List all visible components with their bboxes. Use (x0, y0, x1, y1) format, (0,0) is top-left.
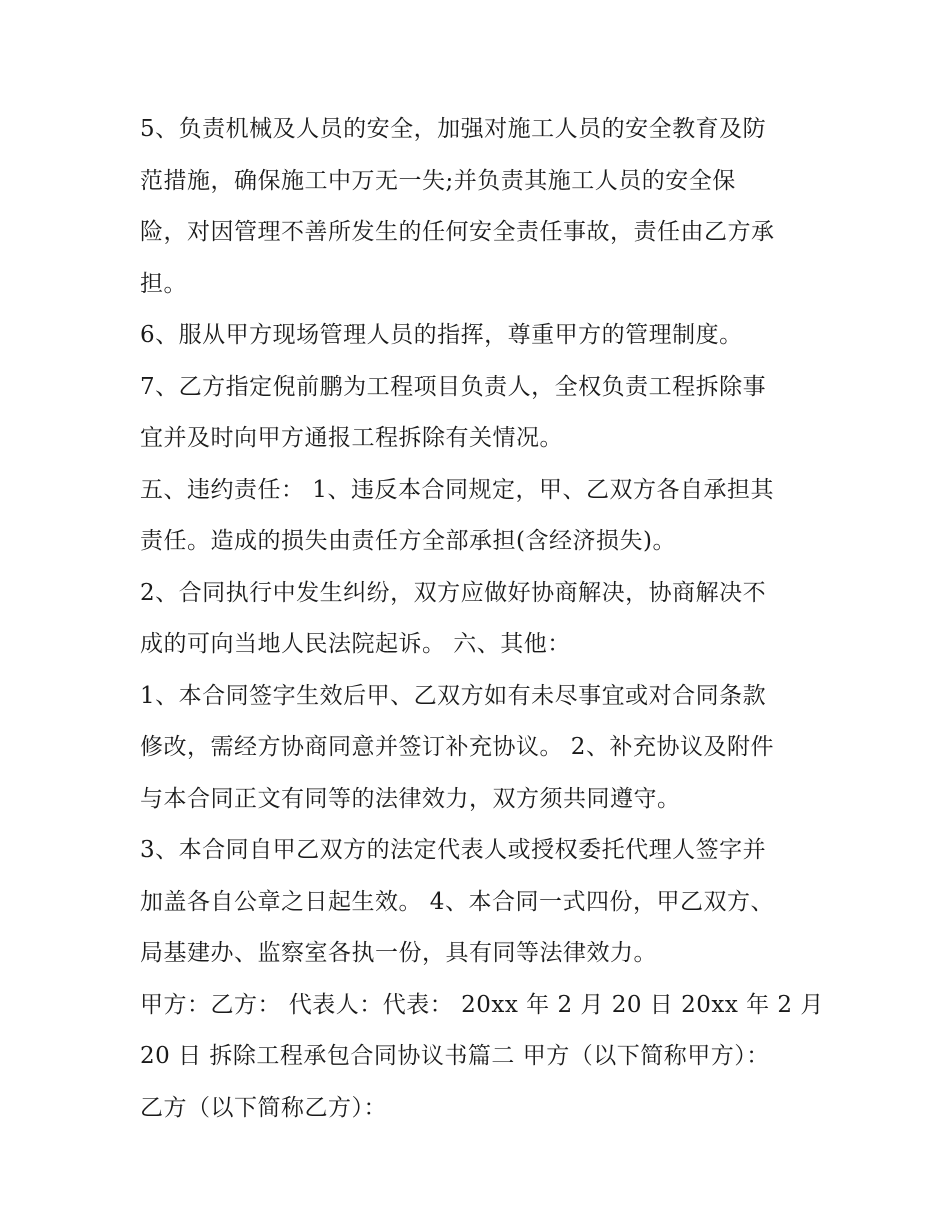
text-line: 五、违约责任： 1、违反本合同规定，甲、乙双方各自承担其 (140, 476, 774, 503)
text-line: 责任。造成的损失由责任方全部承担(含经济损失)。 (140, 528, 676, 554)
text-line: 2、合同执行中发生纠纷，双方应做好协商解决，协商解决不 (140, 579, 767, 606)
text-line: 范措施，确保施工中万无一失;并负责其施工人员的安全保 (140, 167, 736, 194)
text-line: 局基建办、监察室各执一份，具有同等法律效力。 (140, 940, 657, 966)
text-line: 成的可向当地人民法院起诉。 六、其他： (140, 631, 571, 657)
text-line: 6、服从甲方现场管理人员的指挥，尊重甲方的管理制度。 (140, 322, 743, 348)
text-line: 修改，需经方协商同意并签订补充协议。 2、补充协议及附件 (140, 734, 774, 760)
document-body (140, 104, 830, 1134)
text-line: 宜并及时向甲方通报工程拆除有关情况。 (140, 425, 563, 451)
text-line: 5、负责机械及人员的安全，加强对施工人员的安全教育及防 (140, 116, 767, 142)
text-line: 险，对因管理不善所发生的任何安全责任事故，责任由乙方承 (140, 219, 775, 245)
text-line: 7、乙方指定倪前鹏为工程项目负责人，全权负责工程拆除事 (140, 373, 767, 400)
text-line: 担。 (140, 270, 187, 297)
text-line: 与本合同正文有同等的法律效力，双方须共同遵守。 (140, 785, 681, 812)
text-line: 1、本合同签字生效后甲、乙双方如有未尽事宜或对合同条款 (140, 682, 767, 709)
text-line: 加盖各自公章之日起生效。 4、本合同一式四份，甲乙双方、 (140, 888, 774, 915)
text-line: 甲方：乙方： 代表人：代表： 20xx 年 2 月 20 日 20xx 年 2 月 (140, 991, 824, 1018)
text-line: 乙方（以下简称乙方）： (140, 1094, 387, 1121)
text-line: 20 日 拆除工程承包合同协议书篇二 甲方（以下简称甲方）： (140, 1043, 770, 1069)
text-line: 3、本合同自甲乙双方的法定代表人或授权委托代理人签字并 (140, 837, 767, 863)
